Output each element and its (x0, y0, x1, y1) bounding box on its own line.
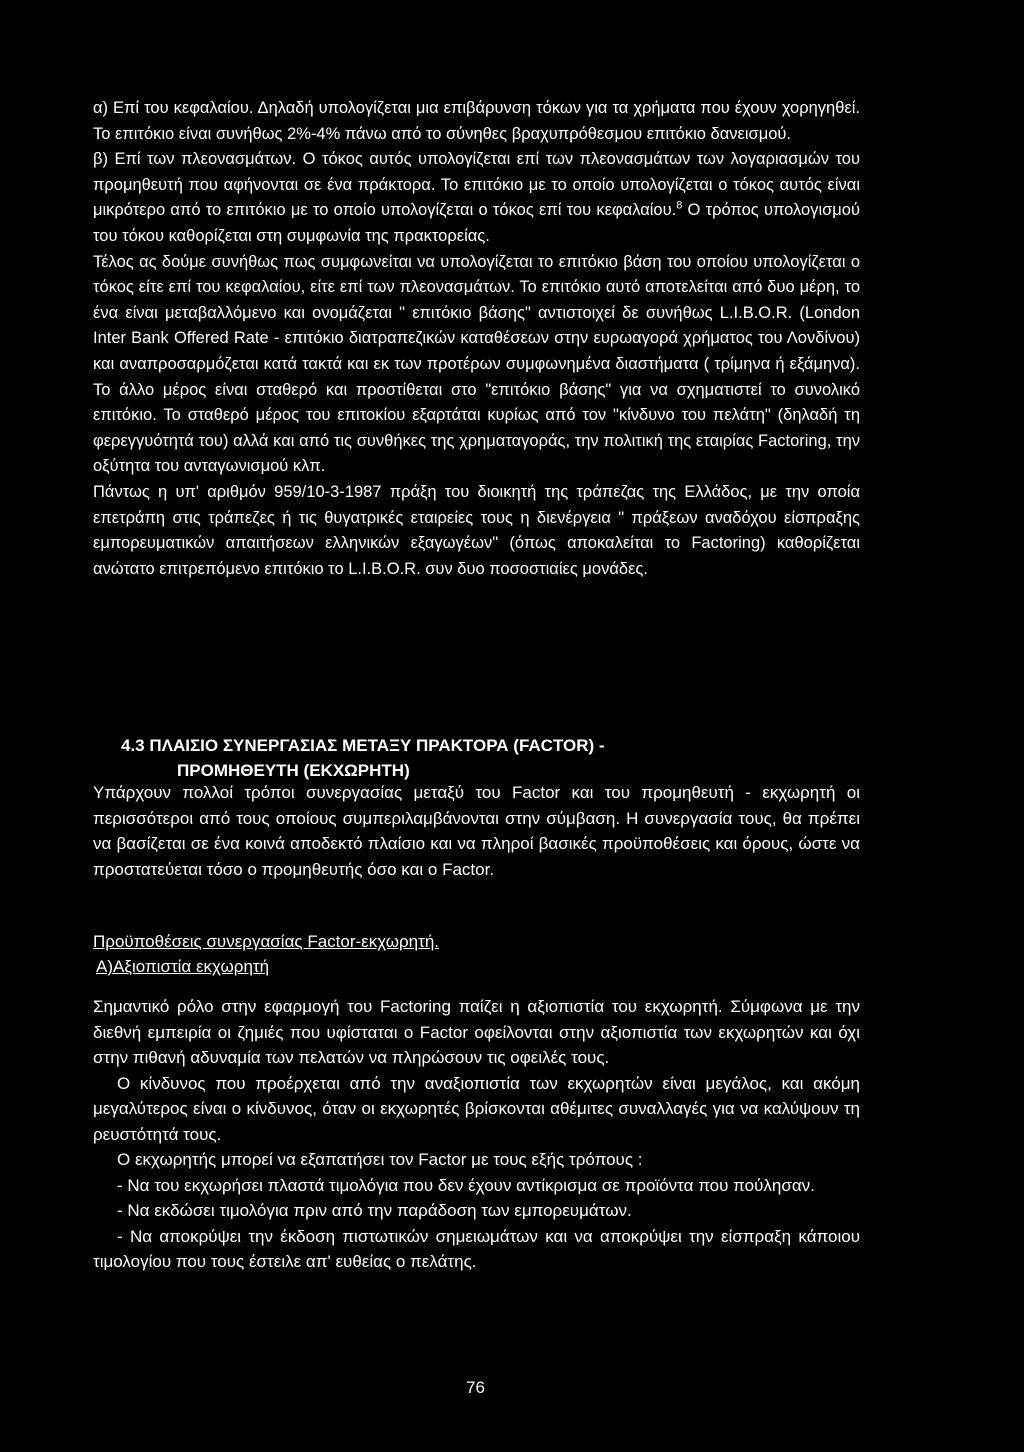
paragraph-reliability: Σημαντικό ρόλο στην εφαρμογή του Factoring παίζει η αξιοπιστία του εκχωρητή. Σύμφωνα με την διεθνή εμπειρία οι ζημιές που υφίσταται ο Factor οφείλονται στην αξιοπιστία των εκχωρητών και όχι στην πιθανή αδυναμία των πελατών να πληρώσουν τις οφειλές τους. (93, 997, 860, 1067)
paragraph-interest-on-surplus (93, 147, 860, 249)
reliability-subheading: Α)Αξιοπιστία εκχωρητή (96, 957, 270, 976)
paragraph-interest-on-capital: α) Επί του κεφαλαίου. Δηλαδή υπολογίζεται μια επιβάρυνση τόκων για τα χρήματα που έχουν χορηγηθεί. Το επιτόκιο είναι συνήθως 2%-4% πάνω από το σύνηθες βραχυπρόθεσμου επιτόκιο δανεισμού. (93, 99, 860, 143)
heading-line-1: 4.3 ΠΛΑΙΣΙΟ ΣΥΝΕΡΓΑΣΙΑΣ ΜΕΤΑΞΥ ΠΡΑΚΤΟΡΑ (FACTOR) - (121, 736, 605, 755)
heading-line-2: ΠΡΟΜΗΘΕΥΤΗ (ΕΚΧΩΡΗΤΗ) (177, 761, 410, 780)
section-heading (121, 733, 841, 783)
paragraph-base-rate: Τέλος ας δούμε συνήθως πως συμφωνείται να υπολογίζεται το επιτόκιο βάση του οποίου υπολογίζεται ο τόκος είτε επί του κεφαλαίου, είτε επί των πλεονασμάτων. Το επιτόκιο αυτό αποτελείται από δυο μέρη, το ένα είναι μεταβαλλόμενο και ονομάζεται " επιτόκιο βάσης" αντιστοιχεί δε συνήθως L.I.B.O.R. (London Inter Bank Offered Rate - επιτόκιο διατραπεζικών καταθέσεων στην ευρωαγορά χρήματος του Λονδίνου) και αναπροσαρμόζεται κατά τακτά και εκ των προτέρων συμφωνημένα διαστήματα ( τρίμηνα ή εξάμηνα). Το άλλο μέρος είναι σταθερό και προστίθεται στο "επιτόκιο βάσης" για να σχηματιστεί το συνολικό επιτόκιο. Το σταθερό μέρος του επιτοκίου εξαρτάται κυρίως από τον "κίνδυνο του πελάτη" (δηλαδή τη φερεγγυότητά του) αλλά και από τις συνθήκες της χρηματαγοράς, την πολιτική της εταιρίας Factoring, την οξύτητα του ανταγωνισμού κλπ. (93, 252, 860, 476)
list-item: - Να αποκρύψει την έκδοση πιστωτικών σημειωμάτων και να αποκρύψει την είσπραξη κάποιου τιμολογίου που τους έστειλε απ' ευθείας ο πελάτης. (93, 1226, 860, 1271)
paragraph-text: Ο τρόπος υπολογισμού του τόκου καθορίζεται στη συμφωνία της πρακτορείας. (93, 201, 861, 245)
page-number: 76 (466, 1378, 485, 1397)
paragraph-deception: Ο εκχωρητής μπορεί να εξαπατήσει τον Factor με τους εξής τρόπους : (117, 1150, 643, 1169)
paragraph-cooperation: Υπάρχουν πολλοί τρόποι συνεργασίας μεταξύ του Factor και του προμηθευτή - εκχωρητή οι περισσότεροι από τους οποίους συμπεριλαμβάνονται στην σύμβαση. Η συνεργασία τους, θα πρέπει να βασίζεται σε ένα κοινά αποδεκτό πλαίσιο και να πληροί βασικές προϋποθέσεις και όρους, ώστε να προστατεύεται τόσο ο προμηθευτής όσο και ο Factor. (93, 783, 860, 879)
paragraph-risk: Ο κίνδυνος που προέρχεται από την αναξιοπιστία των εκχωρητών είναι μεγάλος, και ακόμη μεγαλύτερος είναι ο κίνδυνος, όταν οι εκχωρητές βρίσκονται αθέμιτες συναλλαγές για να καλύψουν τη ρευστότητά τους. (93, 1073, 860, 1144)
body-text-block-3 (93, 994, 860, 1275)
conditions-title: Προϋποθέσεις συνεργασίας Factor-εκχωρητή. (93, 932, 439, 951)
paragraph-bank-of-greece-act: Πάντως η υπ' αριθμόν 959/10-3-1987 πράξη του διοικητή της τράπεζας της Ελλάδος, με την οποία επετράπη στις τράπεζες ή τις θυγατρικές εταιρείες τους η διενέργεια " πράξεων αναδόχου είσπραξης εμπορευματικών απαιτήσεων ελληνικών εξαγωγέων" (όπως αποκαλείται το Factoring) καθορίζεται ανώτατο επιτρεπόμενο επιτόκιο το L.I.B.O.R. συν δυο ποσοστιαίες μονάδες. (93, 482, 860, 578)
list-item: - Να του εκχωρήσει πλαστά τιμολόγια που δεν έχουν αντίκρισμα σε προϊόντα που πούλησαν. (117, 1175, 815, 1195)
footnote-reference[interactable]: 8 (676, 199, 683, 212)
list-item: - Να εκδώσει τιμολόγια πριν από την παράδοση των εμπορευμάτων. (117, 1201, 632, 1220)
body-text-block-1 (93, 96, 860, 582)
conditions-subheadings (93, 929, 439, 979)
paragraph-text: β) Επί των πλεονασμάτων. Ο τόκος αυτός υπολογίζεται επί των πλεονασμάτων των λογαριασμών του προμηθευτή που αφήνονται σε ένα πράκτορα. Το επιτόκιο με το οποίο υπολογίζεται ο τόκος αυτός είναι μικρότερο από το επιτόκιο με το οποίο υπολογίζεται ο τόκος επί του κεφαλαίου. (93, 150, 860, 220)
body-text-block-2 (93, 780, 860, 882)
